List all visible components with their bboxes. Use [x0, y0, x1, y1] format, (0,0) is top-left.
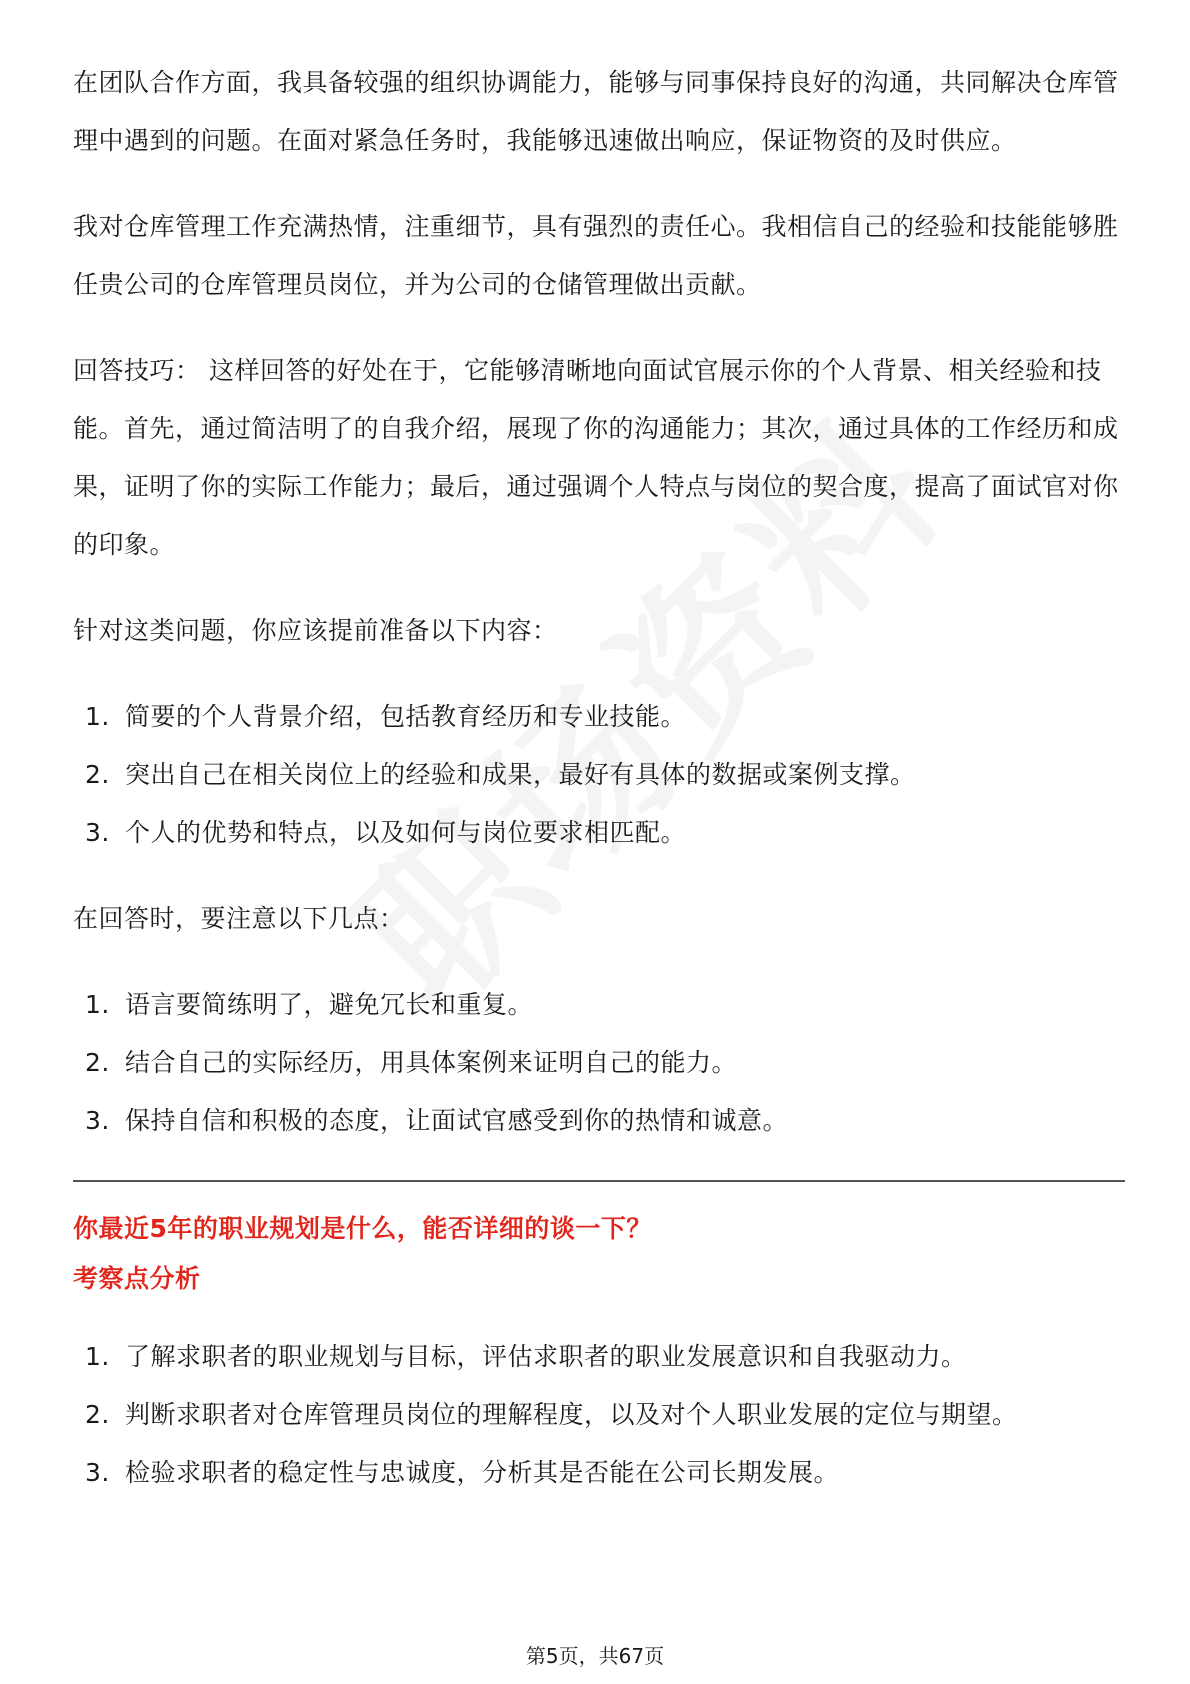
list-item: 2. 突出自己在相关岗位上的经验和成果，最好有具体的数据或案例支撑。: [85, 760, 916, 789]
paragraph-answer-tips: 回答技巧： 这样回答的好处在于，它能够清晰地向面试官展示你的个人背景、相关经验和技能。首先，通过简洁明了的自我介绍，展现了你的沟通能力；其次，通过具体的工作经历和成果，证明了你的实际工作能力；最后，通过强调个人特点与岗位的契合度，提高了面试官对你的印象。: [73, 356, 1119, 559]
page-number-footer: 第5页，共67页: [525, 1644, 665, 1668]
analysis-points-list: [73, 1328, 1125, 1502]
section-divider: [73, 1180, 1125, 1182]
list-item: 1. 了解求职者的职业规划与目标，评估求职者的职业发展意识和自我驱动力。: [85, 1342, 967, 1371]
list-item: 2. 判断求职者对仓库管理员岗位的理解程度，以及对个人职业发展的定位与期望。: [85, 1400, 1018, 1429]
list-item: 3. 保持自信和积极的态度，让面试官感受到你的热情和诚意。: [85, 1106, 789, 1135]
list-item: 3. 检验求职者的稳定性与忠诚度，分析其是否能在公司长期发展。: [85, 1458, 840, 1487]
paragraph-enthusiasm: 我对仓库管理工作充满热情，注重细节，具有强烈的责任心。我相信自己的经验和技能能够胜任贵公司的仓库管理员岗位，并为公司的仓储管理做出贡献。: [73, 212, 1119, 299]
attention-list: [73, 976, 1125, 1150]
question-title: 你最近5年的职业规划是什么，能否详细的谈一下？: [73, 1214, 652, 1243]
page-content: [73, 54, 1125, 1530]
paragraph-prepare-intro: 针对这类问题，你应该提前准备以下内容：: [73, 616, 558, 645]
paragraph-teamwork: 在团队合作方面，我具备较强的组织协调能力，能够与同事保持良好的沟通，共同解决仓库管理中遇到的问题。在面对紧急任务时，我能够迅速做出响应，保证物资的及时供应。: [73, 68, 1119, 155]
prepare-list: [73, 688, 1125, 862]
list-item: 1. 语言要简练明了，避免冗长和重复。: [85, 990, 534, 1019]
list-item: 3. 个人的优势和特点，以及如何与岗位要求相匹配。: [85, 818, 687, 847]
list-item: 1. 简要的个人背景介绍，包括教育经历和专业技能。: [85, 702, 687, 731]
list-item: 2. 结合自己的实际经历，用具体案例来证明自己的能力。: [85, 1048, 738, 1077]
paragraph-attention-intro: 在回答时，要注意以下几点：: [73, 904, 405, 933]
question-subtitle: 考察点分析: [73, 1264, 201, 1293]
